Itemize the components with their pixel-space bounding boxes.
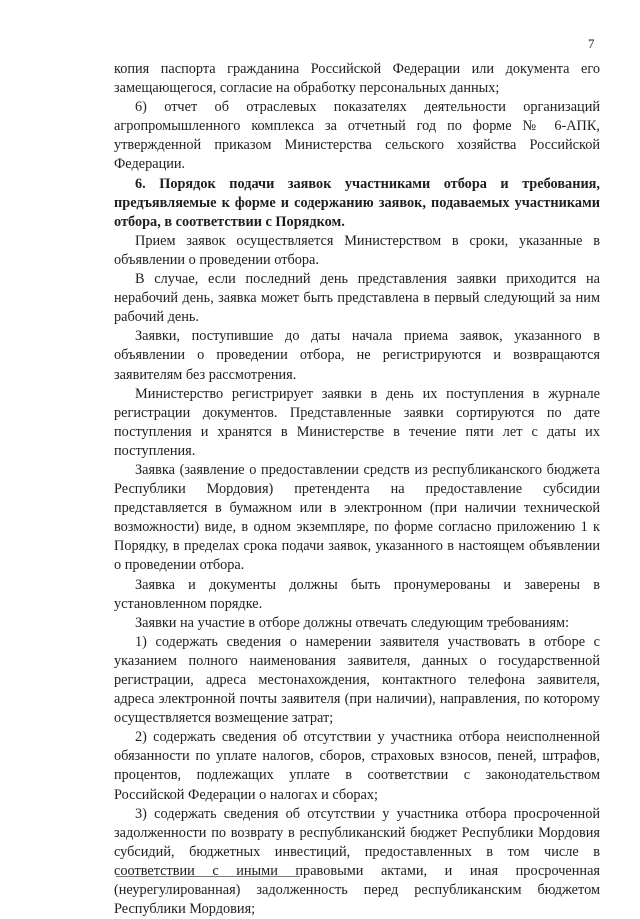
paragraph-early-applications: Заявки, поступившие до даты начала приема заявок, указанного в объявлении о проведении отбора, не регистрируются и возвращаются заявителям без рассмотрения. (114, 328, 600, 383)
paragraph-requirement-2: 2) содержать сведения об отсутствии у участника отбора неисполненной обязанности по уплате налогов, сборов, страховых взносов, пеней, штрафов, процентов, подлежащих уплате в соответствии с законодательством Российской Федерации о налогах и сборах; (114, 729, 600, 803)
paragraph-requirement-1: 1) содержать сведения о намерении заявителя участвовать в отборе с указанием полного наименования заявителя, данных о государственной регистрации, адреса местонахождения, контактного телефона заявителя, адреса электронной почты заявителя (при наличии), направления, по которому осуществляется возмещение затрат; (114, 633, 600, 727)
paragraph-numbering: Заявка и документы должны быть пронумерованы и заверены в установленном порядке. (114, 576, 600, 612)
paragraph-submission-dates: Прием заявок осуществляется Министерством в сроки, указанные в объявлении о проведении отбора. (114, 232, 600, 268)
paragraph-registration: Министерство регистрирует заявки в день их поступления в журнале регистрации документов. Представленные заявки сортируются по дате поступления и хранятся в Министерстве в течение пяти лет с даты их поступления. (114, 385, 600, 459)
paragraph-nonworking-day: В случае, если последний день представления заявки приходится на нерабочий день, заявка может быть представлена в первый следующий за ним рабочий день. (114, 271, 600, 326)
paragraph-requirements-intro: Заявки на участие в отборе должны отвечать следующим требованиям: (135, 614, 570, 631)
paragraph-requirement-3: 3) содержать сведения об отсутствии у участника отбора просроченной задолженности по возврату в республиканский бюджет Республики Мордовия субсидий, бюджетных инвестиций, предоставленных в том числе в соответствии с иными правовыми актами, и иная просроченная (неурегулированная) задолженность перед республиканским бюджетом Республики Мордовия; (114, 805, 600, 918)
page-number: 7 (588, 36, 595, 51)
footer-rule (116, 876, 300, 877)
document-body (114, 60, 600, 919)
paragraph-application-form: Заявка (заявление о предоставлении средств из республиканского бюджета Республики Мордовия) претендента на предоставление субсидии представляется в бумажном или в электронном (при наличии технической возможности) виде, в одном экземпляре, по форме согласно приложению 1 к Порядку, в пределах срока подачи заявок, указанного в настоящем объявлении о проведении отбора. (114, 461, 600, 574)
paragraph-passport-copy: копия паспорта гражданина Российской Федерации или документа его замещающегося, согласие на обработку персональных данных; (114, 61, 600, 97)
section-heading-6: 6. Порядок подачи заявок участниками отбора и требования, предъявляемые к форме и содержанию заявок, подаваемых участниками отбора, в соответствии с Порядком. (114, 175, 600, 230)
paragraph-item-6-report: 6) отчет об отраслевых показателях деятельности организаций агропромышленного комплекса за отчетный год по форме № 6-АПК, утвержденной приказом Министерства сельского хозяйства Российской Федерации. (114, 99, 600, 173)
